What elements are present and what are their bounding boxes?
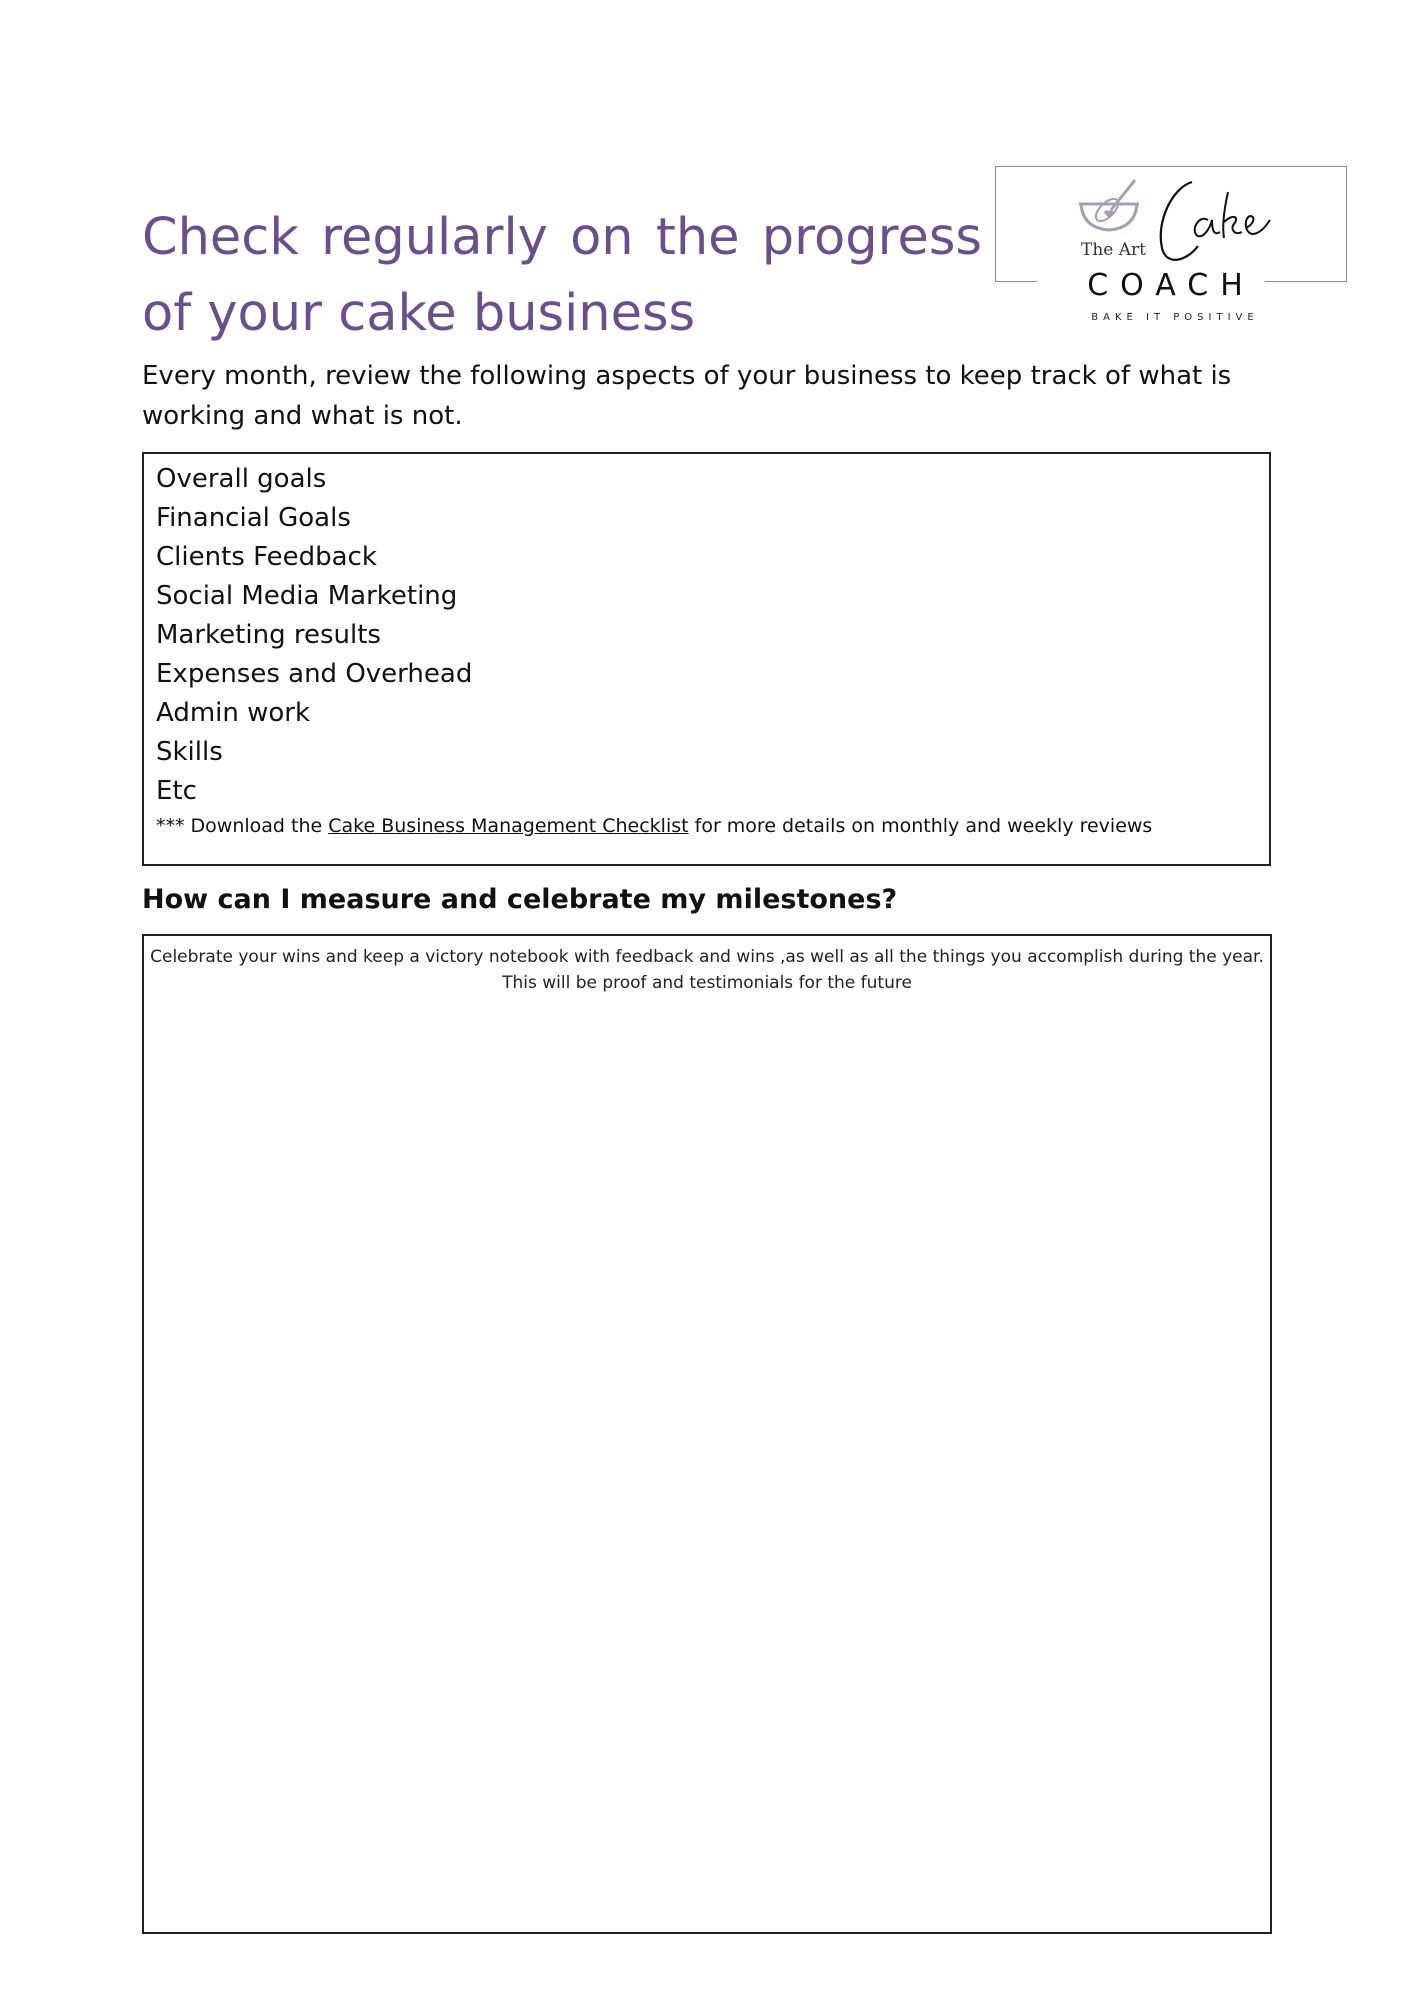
title-word: on bbox=[570, 208, 634, 267]
mixing-bowl-icon bbox=[1075, 176, 1145, 238]
list-item: Overall goals bbox=[156, 464, 327, 494]
page-title-line-1 bbox=[142, 200, 982, 276]
list-item: Expenses and Overhead bbox=[156, 659, 473, 689]
intro-text: Every month, review the following aspects of your business to keep track of what is working and what is not. bbox=[142, 361, 1232, 431]
list-item: Financial Goals bbox=[156, 503, 351, 533]
download-note-prefix: *** Download the bbox=[156, 815, 329, 837]
download-note-suffix: for more details on monthly and weekly reviews bbox=[688, 815, 1153, 837]
brand-logo bbox=[995, 166, 1355, 336]
title-word: the bbox=[655, 208, 740, 267]
page-title bbox=[142, 200, 982, 352]
logo-cake-script bbox=[1150, 174, 1280, 274]
title-word: Check bbox=[142, 208, 299, 267]
review-list bbox=[156, 460, 1257, 811]
list-item: Skills bbox=[156, 737, 223, 767]
checklist-link[interactable]: Cake Business Management Checklist bbox=[328, 815, 689, 837]
list-item: Admin work bbox=[156, 698, 311, 728]
list-item: Etc bbox=[156, 776, 197, 806]
milestones-instructions: Celebrate your wins and keep a victory notebook with feedback and wins ,as well as all the things you accomplish during the year. This will be proof and testimonials for the future bbox=[150, 947, 1264, 993]
title-word: regularly bbox=[321, 208, 548, 267]
page-title-line-2: of your cake business bbox=[142, 284, 696, 343]
list-item: Clients Feedback bbox=[156, 542, 377, 572]
title-word: progress bbox=[761, 208, 982, 267]
logo-the-art: The Art bbox=[1081, 240, 1146, 260]
download-note bbox=[156, 811, 1257, 841]
logo-frame-rule-right bbox=[1265, 281, 1346, 282]
logo-frame-rule-left bbox=[995, 281, 1037, 282]
milestones-notes-box[interactable] bbox=[142, 934, 1272, 1934]
milestones-heading: How can I measure and celebrate my milestones? bbox=[142, 884, 898, 915]
list-item: Social Media Marketing bbox=[156, 581, 458, 611]
logo-tagline: BAKE IT POSITIVE bbox=[1091, 312, 1259, 323]
list-item: Marketing results bbox=[156, 620, 381, 650]
review-aspects-box bbox=[142, 452, 1271, 866]
logo-coach: COACH bbox=[1087, 268, 1255, 303]
